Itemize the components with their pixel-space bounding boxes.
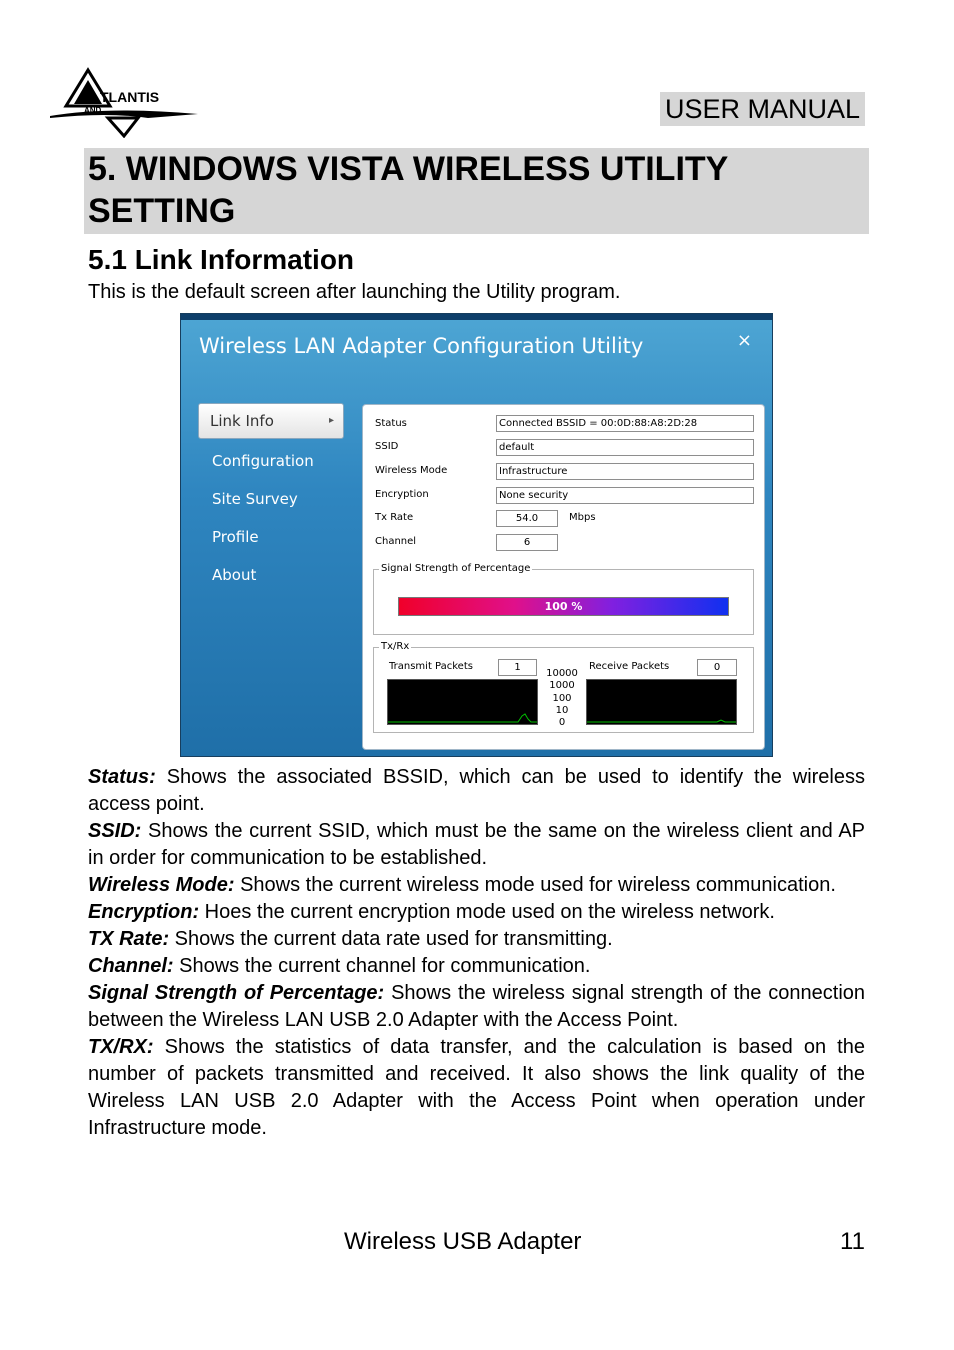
desc-signal-strength <box>88 980 865 1034</box>
channel-field: 6 <box>496 534 558 551</box>
nav-configuration[interactable]: Configuration <box>212 452 314 470</box>
txrx-group-label: Tx/Rx <box>381 641 410 652</box>
chevron-right-icon: ▸ <box>328 415 334 426</box>
desc-term: Signal Strength of Percentage: <box>88 982 385 1004</box>
scale-1000: 1000 <box>549 680 575 692</box>
desc-wireless-mode <box>88 872 865 899</box>
desc-text: Hoes the current encryption mode used on the wireless network. <box>199 901 775 923</box>
footer-title: Wireless USB Adapter <box>344 1228 582 1255</box>
encryption-field: None security <box>496 487 754 504</box>
desc-encryption <box>88 899 865 926</box>
atlantis-logo <box>48 66 208 138</box>
channel-label: Channel <box>375 536 417 547</box>
nav-site-survey[interactable]: Site Survey <box>212 490 298 508</box>
desc-tx-rate <box>88 926 865 953</box>
desc-text: Shows the statistics of data transfer, and the calculation is based on the number of packets transmitted and received. It also shows the link quality of the Wireless LAN USB 2.0 Adapter with the Access Point when operation under Infrastructure mode. <box>88 1036 865 1139</box>
scale-10: 10 <box>555 704 569 716</box>
scale-0: 0 <box>558 717 566 729</box>
window-title: Wireless LAN Adapter Configuration Utility <box>199 334 644 358</box>
wireless-mode-field: Infrastructure <box>496 463 754 480</box>
signal-strength-bar: 100 % <box>398 597 729 616</box>
ssid-label: SSID <box>375 441 399 452</box>
tx-rate-field: 54.0 <box>496 510 558 527</box>
tx-rate-unit: Mbps <box>569 512 596 523</box>
receive-packets-label: Receive Packets <box>589 661 670 672</box>
graph-scale <box>542 668 582 729</box>
intro-text: This is the default screen after launching the Utility program. <box>88 281 621 303</box>
nav-link-info[interactable] <box>198 403 344 439</box>
desc-text: Shows the current wireless mode used for wireless communication. <box>234 874 836 896</box>
desc-term: Status: <box>88 766 156 788</box>
desc-term: TX/RX: <box>88 1036 154 1058</box>
desc-txrx <box>88 1034 865 1142</box>
ssid-field: default <box>496 439 754 456</box>
desc-text: Shows the current SSID, which must be the same on the wireless client and AP in order for communication to be established. <box>88 820 865 869</box>
user-manual-badge: USER MANUAL <box>660 92 865 126</box>
desc-term: TX Rate: <box>88 928 170 950</box>
nav-link-info-label: Link Info <box>210 412 274 430</box>
signal-group-label: Signal Strength of Percentage <box>381 563 531 574</box>
page-number: 11 <box>840 1228 865 1255</box>
chapter-title: 5. WINDOWS VISTA WIRELESS UTILITY SETTING <box>84 148 869 234</box>
receive-graph-line <box>587 680 736 724</box>
link-info-panel <box>362 404 765 750</box>
logo-sub: AND <box>84 106 102 115</box>
transmit-packets-label: Transmit Packets <box>389 661 473 672</box>
desc-text: Shows the current channel for communication. <box>173 955 591 977</box>
desc-status <box>88 764 865 818</box>
txrx-group <box>373 641 754 733</box>
transmit-graph-line <box>388 680 537 724</box>
receive-packets-field: 0 <box>697 659 737 676</box>
close-icon[interactable]: × <box>736 330 752 351</box>
section-title: 5.1 Link Information <box>88 244 355 275</box>
desc-ssid <box>88 818 865 872</box>
status-field: Connected BSSID = 00:0D:88:A8:2D:28 <box>496 415 754 432</box>
field-descriptions <box>88 764 865 1142</box>
nav-about[interactable]: About <box>212 566 257 584</box>
desc-text: Shows the wireless signal strength of the connection between the Wireless LAN USB 2.0 Adapter with the Access Point. <box>88 982 866 1031</box>
transmit-packets-field: 1 <box>498 659 537 676</box>
tx-rate-label: Tx Rate <box>375 512 414 523</box>
signal-group <box>373 563 754 635</box>
desc-term: Encryption: <box>88 901 200 923</box>
desc-text: Shows the current data rate used for transmitting. <box>169 928 613 950</box>
desc-term: SSID: <box>88 820 142 842</box>
desc-term: Channel: <box>88 955 174 977</box>
desc-term: Wireless Mode: <box>88 874 235 896</box>
utility-window <box>180 313 773 757</box>
status-label: Status <box>375 418 407 429</box>
encryption-label: Encryption <box>375 489 429 500</box>
receive-graph <box>586 679 737 725</box>
logo-text: TLANTIS <box>100 89 160 105</box>
nav-profile[interactable]: Profile <box>212 528 259 546</box>
scale-10000: 10000 <box>546 668 578 679</box>
wireless-mode-label: Wireless Mode <box>375 465 448 476</box>
desc-channel <box>88 953 865 980</box>
scale-100: 100 <box>552 692 572 704</box>
desc-text: Shows the associated BSSID, which can be used to identify the wireless access point. <box>88 766 865 815</box>
transmit-graph <box>387 679 538 725</box>
